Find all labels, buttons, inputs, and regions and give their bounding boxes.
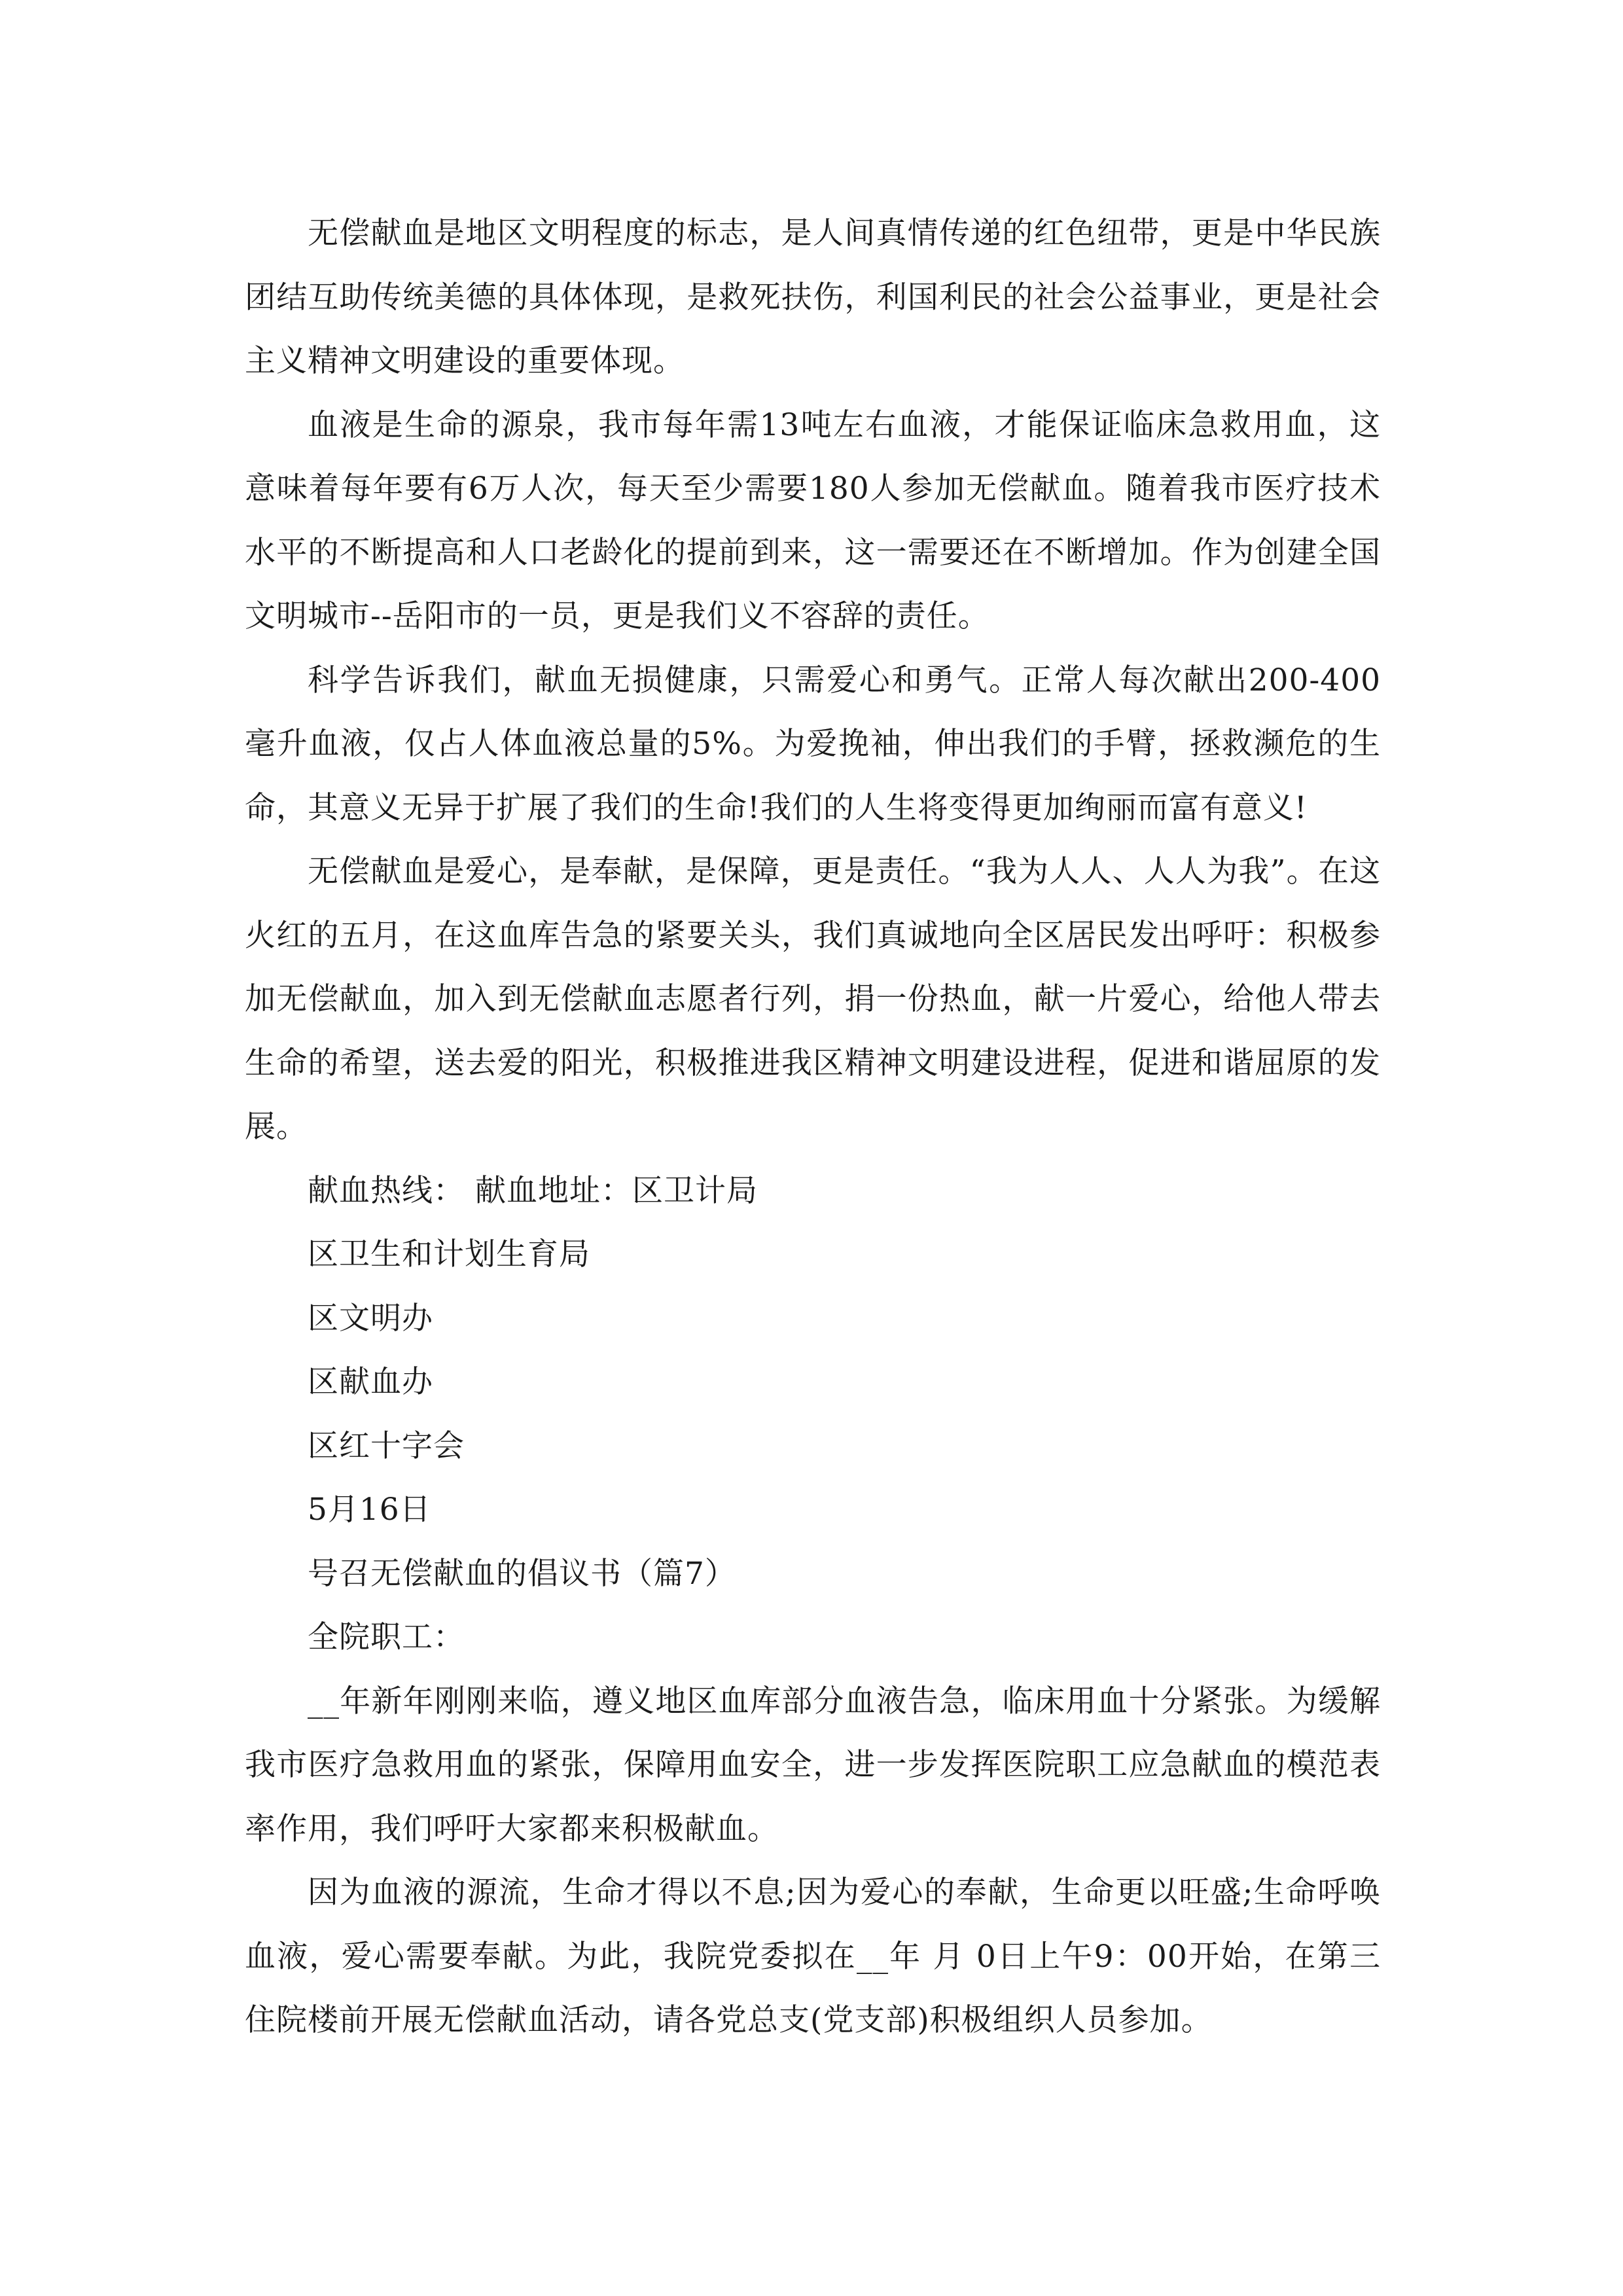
contact-hotline-address: 献血热线： 献血地址：区卫计局 [308,1172,758,1209]
paragraph-blood-shortage: __年新年刚刚来临，遵义地区血库部分血液告急，临床用血十分紧张。为缓解我市医疗急救用血的紧张，保障用血安全，进一步发挥医院职工应急献血的模范表率作用，我们呼吁大家都来积极献血。 [245,1683,1381,1847]
salutation: 全院职工： [308,1619,465,1655]
paragraph-event-announcement: 因为血液的源流，生命才得以不息;因为爱心的奉献，生命更以旺盛;生命呼唤血液，爱心需要奉献。为此，我院党委拟在__年 月 0日上午9：00开始，在第三住院楼前开展无偿献血活动，请各党总支(党支部)积极组织人员参加。 [245,1874,1381,2038]
paragraph-call-to-action: 无偿献血是爱心，是奉献，是保障，更是责任。“我为人人、人人为我”。在这火红的五月，在这血库告急的紧要关头，我们真诚地向全区居民发出呼吁：积极参加无偿献血，加入到无偿献血志愿者行列，捐一份热血，献一片爱心，给他人带去生命的希望，送去爱的阳光，积极推进我区精神文明建设进程，促进和谐屈原的发展。 [245,853,1381,1145]
issuer-civilization-office: 区文明办 [308,1300,433,1336]
section-title: 号召无偿献血的倡议书（篇7） [308,1555,736,1592]
issuer-health-bureau: 区卫生和计划生育局 [308,1236,590,1272]
document-body [245,202,1381,2053]
paragraph-blood-donation-significance: 无偿献血是地区文明程度的标志，是人间真情传递的红色纽带，更是中华民族团结互助传统美德的具体体现，是救死扶伤，利国利民的社会公益事业，更是社会主义精神文明建设的重要体现。 [245,215,1381,379]
issuer-blood-donation-office: 区献血办 [308,1364,433,1400]
issuer-red-cross: 区红十字会 [308,1427,465,1464]
issue-date: 5月16日 [308,1492,431,1528]
paragraph-blood-demand: 血液是生命的源泉，我市每年需13吨左右血液，才能保证临床急救用血，这意味着每年要有6万人次，每天至少需要180人参加无偿献血。随着我市医疗技术水平的不断提高和人口老龄化的提前到来，这一需要还在不断增加。作为创建全国文明城市--岳阳市的一员，更是我们义不容辞的责任。 [245,406,1381,634]
paragraph-health-safety: 科学告诉我们，献血无损健康，只需爱心和勇气。正常人每次献出200-400毫升血液，仅占人体血液总量的5%。为爱挽袖，伸出我们的手臂，拯救濒危的生命，其意义无异于扩展了我们的生命!我们的人生将变得更加绚丽而富有意义! [245,662,1381,826]
